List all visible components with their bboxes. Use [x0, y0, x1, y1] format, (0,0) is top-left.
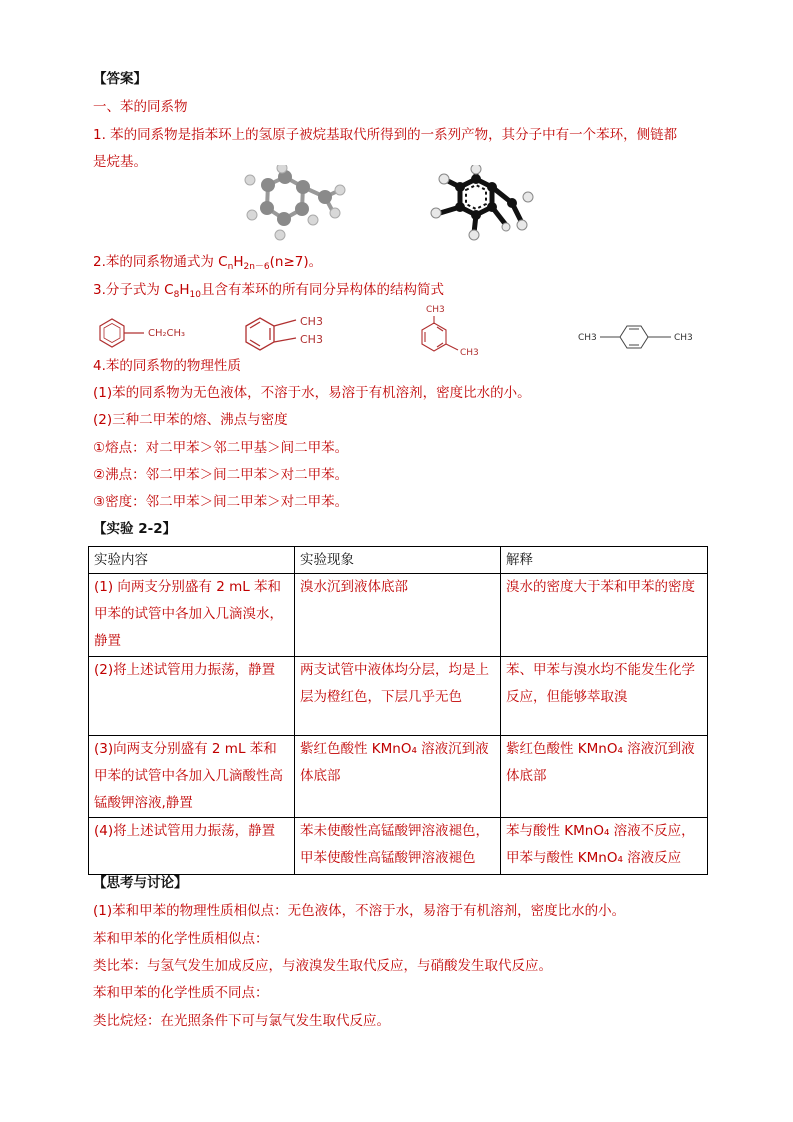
row4-explanation [501, 818, 708, 875]
row4-explanation-line1: 苯与酸性 KMnO₄ 溶液不反应， [506, 823, 695, 839]
c8-sub: 8 [173, 290, 180, 300]
formula-condition: (n≥7)。 [269, 254, 323, 270]
melting-point-line: ①熔点：对二甲苯＞邻二甲基＞间二甲苯。 [93, 440, 349, 456]
row2-explanation: 苯、甲苯与溴水均不能发生化学反应，但能够萃取溴 [501, 657, 708, 736]
formula-prefix: 2.苯的同系物通式为 C [93, 254, 228, 270]
formula-sub: 2n－6 [243, 262, 270, 272]
paragraph-4-title: 4.苯的同系物的物理性质 [93, 358, 241, 374]
o-xylene-structure [240, 308, 340, 358]
row4-phenomenon-line2: 甲苯使酸性高锰酸钾溶液褪色 [300, 850, 476, 866]
section-title: 一、苯的同系物 [93, 99, 188, 115]
paragraph-3 [93, 280, 444, 305]
ethyl-label: CH₂CH₃ [148, 328, 186, 339]
p-xylene-structure [576, 322, 701, 352]
toluene-dark-model [426, 165, 536, 247]
paragraph-1-line-1: 1. 苯的同系物是指苯环上的氢原子被烷基取代所得到的一系列产物，其分子中有一个苯环，侧链都 [93, 127, 678, 143]
para-ch3-2: CH3 [674, 333, 693, 343]
ortho-ch3-2: CH3 [300, 333, 323, 346]
header-content: 实验内容 [89, 547, 295, 574]
row1-explanation: 溴水的密度大于苯和甲苯的密度 [501, 574, 708, 657]
experiment-table [88, 546, 708, 875]
table-row [89, 818, 708, 875]
row4-phenomenon-line1: 苯未使酸性高锰酸钾溶液褪色， [300, 823, 489, 839]
paragraph-4-2: (2)三种二甲苯的熔、沸点与密度 [93, 412, 288, 428]
row4-explanation-line2: 甲苯与酸性 KMnO₄ 溶液反应 [506, 850, 682, 866]
meta-ch3-1: CH3 [426, 305, 445, 315]
row3-content: (3)向两支分别盛有 2 mL 苯和甲苯的试管中各加入几滴酸性高锰酸钾溶液,静置 [89, 736, 295, 818]
header-phenomenon: 实验现象 [295, 547, 501, 574]
c8h10-suffix: 且含有苯环的所有同分异构体的结构简式 [200, 282, 444, 298]
paragraph-2 [93, 252, 322, 277]
h-letter: H [179, 282, 190, 298]
discussion-line-3: 类比苯：与氢气发生加成反应，与液溴发生取代反应，与硝酸发生取代反应。 [93, 958, 552, 974]
boiling-point-line: ②沸点：邻二甲苯＞间二甲苯＞对二甲苯。 [93, 467, 349, 483]
paragraph-4-1: (1)苯的同系物为无色液体，不溶于水，易溶于有机溶剂，密度比水的小。 [93, 385, 531, 401]
answer-header: 【答案】 [93, 71, 147, 87]
discussion-header: 【思考与讨论】 [93, 875, 188, 891]
discussion-line-5: 类比烷烃：在光照条件下可与氯气发生取代反应。 [93, 1013, 390, 1029]
formula-n: n [227, 262, 234, 272]
ortho-ch3-1: CH3 [300, 315, 323, 328]
row2-content: (2)将上述试管用力振荡，静置 [89, 657, 295, 736]
discussion-line-2: 苯和甲苯的化学性质相似点： [93, 931, 269, 947]
table-row [89, 574, 708, 657]
paragraph-1-line-2: 是烷基。 [93, 154, 147, 170]
row1-phenomenon: 溴水沉到液体底部 [295, 574, 501, 657]
ethylbenzene-structure [92, 314, 202, 358]
meta-ch3-2: CH3 [460, 348, 479, 358]
m-xylene-structure [414, 302, 494, 362]
experiment-header: 【实验 2-2】 [93, 521, 177, 537]
discussion-line-4: 苯和甲苯的化学性质不同点： [93, 985, 269, 1001]
discussion-line-1: (1)苯和甲苯的物理性质相似点：无色液体，不溶于水，易溶于有机溶剂，密度比水的小。 [93, 903, 626, 919]
formula-h: H [233, 254, 244, 270]
row3-phenomenon: 紫红色酸性 KMnO₄ 溶液沉到液体底部 [295, 736, 501, 818]
row3-explanation: 紫红色酸性 KMnO₄ 溶液沉到液体底部 [501, 736, 708, 818]
row2-phenomenon: 两支试管中液体均分层，均是上层为橙红色，下层几乎无色 [295, 657, 501, 736]
table-header-row [89, 547, 708, 574]
c8h10-prefix: 3.分子式为 C [93, 282, 174, 298]
table-row [89, 736, 708, 818]
toluene-ball-stick-model [240, 165, 355, 245]
row4-content: (4)将上述试管用力振荡，静置 [89, 818, 295, 875]
h10-sub: 10 [189, 290, 201, 300]
para-ch3-1: CH3 [578, 333, 597, 343]
header-explanation: 解释 [501, 547, 708, 574]
table-row [89, 657, 708, 736]
row4-phenomenon [295, 818, 501, 875]
density-line: ③密度：邻二甲苯＞间二甲苯＞对二甲苯。 [93, 494, 349, 510]
row1-content: (1) 向两支分别盛有 2 mL 苯和甲苯的试管中各加入几滴溴水，静置 [89, 574, 295, 657]
